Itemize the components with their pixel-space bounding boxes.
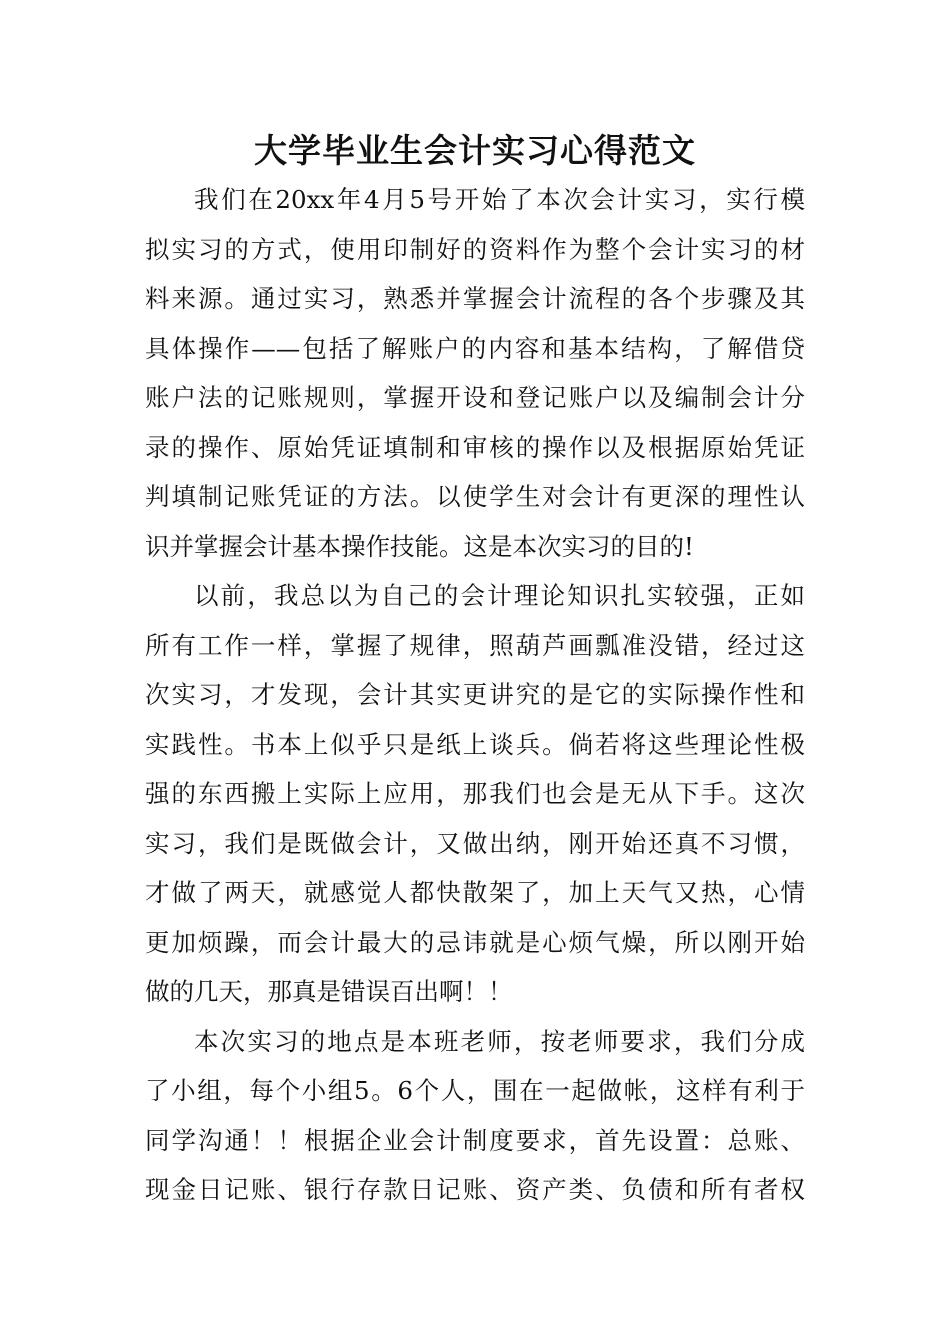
paragraph-line: 做的几天，那真是错误百出啊！！ — [145, 977, 513, 1006]
paragraph-line: 实践性。书本上似乎只是纸上谈兵。倘若将这些理论性极 — [145, 729, 805, 759]
paragraph-line: 判填制记账凭证的方法。以使学生对会计有更深的理性认 — [145, 482, 805, 511]
paragraph-line: 账户法的记账规则，掌握开设和登记账户以及编制会计分 — [145, 383, 805, 412]
paragraph-1 — [145, 175, 805, 571]
paragraph-line: 识并掌握会计基本操作技能。这是本次实习的目的! — [145, 531, 694, 561]
paragraph-2 — [145, 571, 805, 1017]
paragraph-line: 具体操作——包括了解账户的内容和基本结构，了解借贷 — [145, 333, 805, 363]
paragraph-line: 料来源。通过实习，熟悉并掌握会计流程的各个步骤及其 — [145, 284, 805, 313]
paragraph-3 — [145, 1017, 805, 1215]
paragraph-line: 强的东西搬上实际上应用，那我们也会是无从下手。这次 — [145, 779, 805, 808]
document-title: 大学毕业生会计实习心得范文 — [254, 131, 696, 170]
paragraph-line: 同学沟通！！根据企业会计制度要求，首先设置：总账、 — [145, 1125, 805, 1155]
document-body — [145, 175, 805, 1215]
paragraph-line: 更加烦躁，而会计最大的忌讳就是心烦气燥，所以刚开始 — [145, 927, 805, 957]
paragraph-line: 了小组，每个小组5。6个人，围在一起做帐，这样有利于 — [145, 1076, 805, 1105]
paragraph-line: 实习，我们是既做会计，又做出纳，刚开始还真不习惯， — [145, 828, 805, 858]
paragraph-line: 本次实习的地点是本班老师，按老师要求，我们分成 — [194, 1026, 805, 1056]
paragraph-line: 现金日记账、银行存款日记账、资产类、负债和所有者权 — [145, 1175, 805, 1204]
paragraph-line: 录的操作、原始凭证填制和审核的操作以及根据原始凭证 — [145, 432, 805, 462]
paragraph-line: 拟实习的方式，使用印制好的资料作为整个会计实习的材 — [145, 234, 805, 264]
paragraph-line: 我们在20xx年4月5号开始了本次会计实习，实行模 — [194, 185, 805, 214]
paragraph-line: 次实习，才发现，会计其实更讲究的是它的实际操作性和 — [145, 680, 805, 709]
paragraph-line: 才做了两天，就感觉人都快散架了，加上天气又热，心情 — [145, 878, 805, 907]
paragraph-line: 所有工作一样，掌握了规律，照葫芦画瓢准没错，经过这 — [145, 630, 805, 660]
paragraph-line: 以前，我总以为自己的会计理论知识扎实较强，正如 — [194, 581, 805, 610]
